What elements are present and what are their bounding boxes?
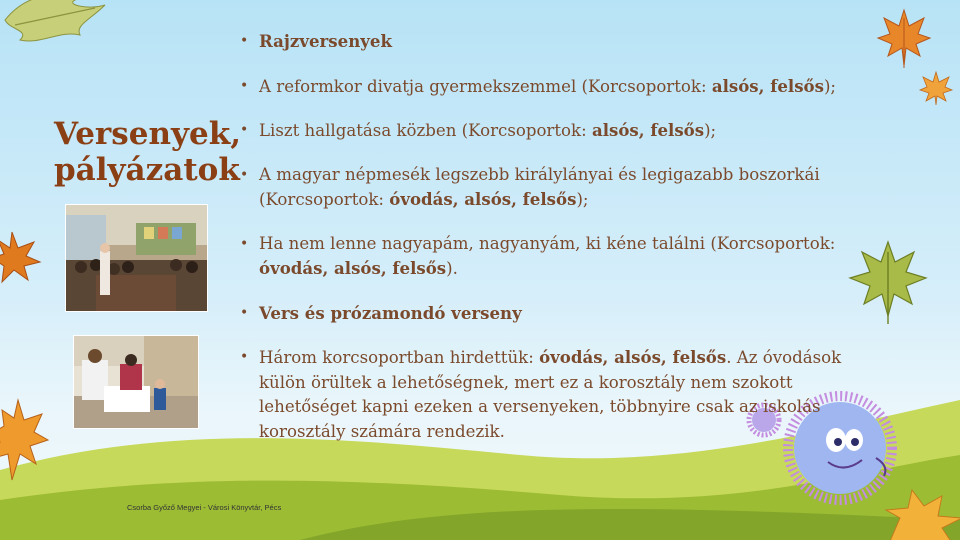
bullet-bold-text: alsós, felsős bbox=[711, 75, 824, 96]
bullet-bold-text: óvodás, alsós, felsős bbox=[389, 189, 577, 209]
bullet-text: Ha nem lenne nagyapám, nagyanyám, ki kéne találni (Korcsoportok: bbox=[259, 233, 836, 253]
list-item bbox=[240, 118, 850, 144]
bullet-text: A reformkor divatja gyermekszemmel (Korcsoportok: bbox=[259, 76, 712, 96]
bullet-text: ); bbox=[823, 76, 837, 96]
maple-leaf-green-icon bbox=[0, 0, 115, 60]
event-audience-photo bbox=[65, 204, 208, 312]
bullet-list bbox=[240, 29, 850, 444]
recitation-photo bbox=[73, 335, 199, 429]
bullet-bold-text: Vers és prózamondó verseny bbox=[259, 302, 522, 323]
bullet-text: ); bbox=[704, 121, 717, 140]
bullet-text: . Az óvodások külön örültek a lehetőségnek, mert ez a korosztály nem szokott lehetőséget kapni ezeken a versenyeken, többnyire csak az iskolás korosztály számára rendezik. bbox=[259, 348, 842, 441]
bullet-bold-text: alsós, felsős bbox=[591, 120, 705, 140]
list-item bbox=[240, 232, 850, 282]
maple-leaf-green-icon bbox=[848, 238, 930, 324]
title-line-1: Versenyek, bbox=[54, 116, 241, 152]
list-item bbox=[240, 345, 850, 444]
maple-leaf-orange-icon bbox=[0, 228, 42, 286]
bullet-text: A magyar népmesék legszebb királylányai és legigazabb boszorkái (Korcsoportok: bbox=[259, 164, 820, 209]
bullet-bold-text: Rajzversenyek bbox=[259, 31, 392, 51]
bullet-text: ); bbox=[576, 190, 589, 209]
page-title bbox=[54, 116, 241, 188]
maple-leaf-orange-icon bbox=[0, 396, 50, 486]
list-item bbox=[240, 163, 850, 213]
bullet-bold-text: óvodás, alsós, felsős bbox=[539, 347, 727, 367]
list-item bbox=[240, 301, 850, 327]
maple-leaf-orange-icon bbox=[918, 70, 954, 106]
list-item bbox=[240, 29, 850, 55]
footer-text: Csorba Győző Megyei - Városi Könyvtár, Pécs bbox=[127, 503, 282, 512]
list-item bbox=[240, 74, 850, 100]
bullet-text: Liszt hallgatása közben (Korcsoportok: bbox=[259, 121, 592, 140]
maple-leaf-orange-icon bbox=[876, 8, 932, 70]
bullet-text: ). bbox=[446, 259, 458, 278]
bullet-bold-text: óvodás, alsós, felsős bbox=[259, 258, 447, 278]
bullet-text: Három korcsoportban hirdettük: bbox=[259, 348, 540, 367]
title-line-2: pályázatok bbox=[54, 152, 240, 188]
